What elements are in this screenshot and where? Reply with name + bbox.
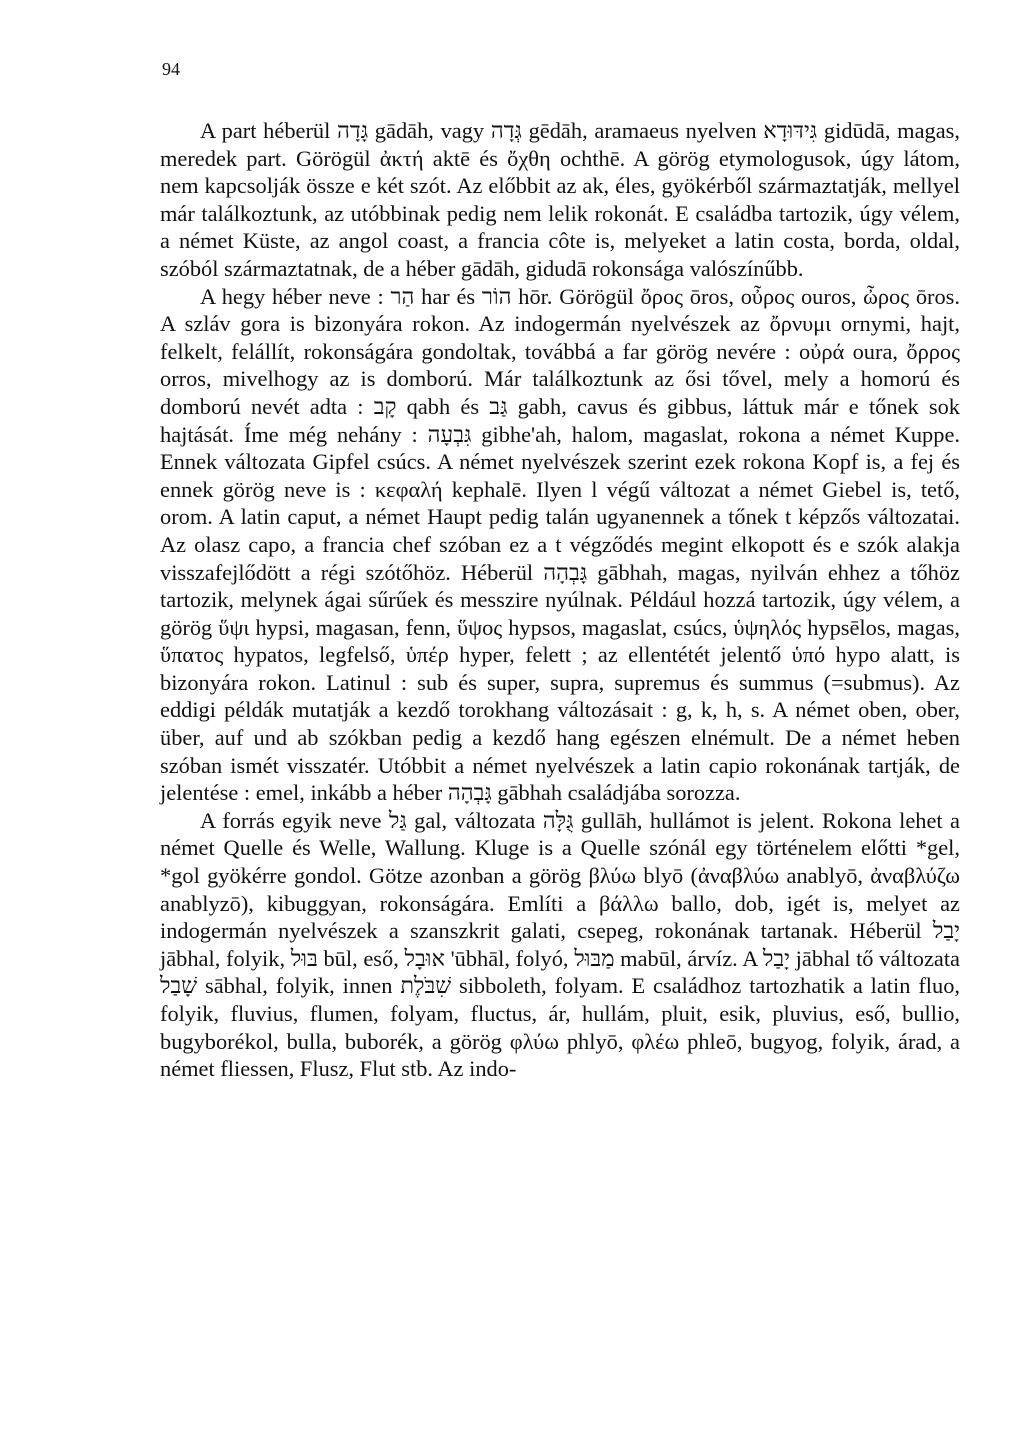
page-number: 94 xyxy=(162,59,180,79)
paragraph-mountain: A hegy héber neve : הַר har és הוֹר hōr. Görögül ὄρος ōros, οὖρος ouros, ὦρος ōros. A szláv gora is bizonyára rokon. Az indogermán nyelvészek az ὄρνυμι ornymi, hajt, felkelt, felállít, rokonságára gondoltak, továbbá a far görög nevére : οὐρά oura, ὄρρος orros, mivelhogy az is domború. Már találkoztunk az ősi tővel, mely a homorú és domború nevét adta : קָב qabh és גַּב gabh, cavus és gibbus, láttuk már e tőnek sok hajtását. Íme még nehány : גִּבְעָה gibhe'ah, halom, magaslat, rokona a német Kuppe. Ennek változata Gipfel csúcs. A német nyelvészek szerint ezek rokona Kopf is, a fej és ennek görög neve is : κεφαλή kephalē. Ilyen l végű változat a német Giebel is, tető, orom. A latin caput, a német Haupt pedig talán ugyanennek a tőnek t képzős változatai. Az olasz capo, a francia chef szóban ez a t végződés megint elkopott és e szók alakja visszafejlődött a régi szótőhöz. Héberül גָּבְהָה gābhah, magas, nyilván ehhez a tőhöz tartozik, melynek ágai sűrűek és messzire nyúlnak. Például hozzá tartozik, úgy vélem, a görög ὕψι hypsi, magasan, fenn, ὕψος hypsos, magaslat, csúcs, ὑψηλός hypsēlos, magas, ὕπατος hypatos, legfelső, ὑπέρ hyper, felett ; az ellentétét jelentő ὑπό hypo alatt, is bizonyára rokon. Latinul : sub és super, supra, supremus és summus (=submus). Az eddigi példák mutatják a kezdő torokhang változásait : g, k, h, s. A német oben, ober, über, auf und ab szókban pedig a kezdő hang egészen elnémult. De a német heben szóban ismét visszatér. Utóbbit a német nyelvészek a latin capio rokonának tartják, de jelentése : emel, inkább a héber גָּבְהָה gābhah családjába sorozza. xyxy=(160,283,960,806)
paragraph-hill-shore: A part héberül גָּדָה gādāh, vagy גְּדָה gēdāh, aramaeus nyelven גִּידּוּדָא gidūdā, magas, meredek part. Görögül ἀκτή aktē és ὄχθη ochthē. A görög etymologusok, úgy látom, nem kapcsolják össze e két szót. Az előbbit az ak, éles, gyökérből származtatják, mellyel már találkoztunk, az utóbbinak pedig nem lelik rokonát. E családba tartozik, úgy vélem, a német Küste, az angol coast, a francia côte is, melyeket a latin costa, borda, oldal, szóból származtatnak, de a héber gādāh, gidudā rokonsága valószínűbb. xyxy=(160,118,960,281)
body-text xyxy=(160,117,960,1083)
paragraph-spring: A forrás egyik neve גַּל gal, változata גֻּלָּה gullāh, hullámot is jelent. Rokona lehet a német Quelle és Welle, Wallung. Kluge is a Quelle szónál egy történelem előtti *gel, *gol gyökérre gondol. Götze azonban a görög βλύω blyō (ἀναβλύω anablyō, ἀναβλύζω anablyzō), kibuggyan, rokonságára. Említi a βάλλω ballo, dob, igét is, melyet az indogermán nyelvészek a szanszkrit galati, csepeg, rokonának tartanak. Héberül יָבַל jābhal, folyik, בּוּל būl, eső, אוּבָל 'ūbhāl, folyó, מַבּוּל mabūl, árvíz. A יָבַל jābhal tő változata שָׁבַל sābhal, folyik, innen שִׁבֹּלֶת sibboleth, folyam. E családhoz tartozhatik a latin fluo, folyik, fluvius, flumen, folyam, fluctus, ár, hullám, pluit, esik, pluvius, eső, bullio, bugyborékol, bulla, buborék, a görög φλύω phlyō, φλέω phleō, bugyog, folyik, árad, a német fliessen, Flusz, Flut stb. Az indo- xyxy=(160,807,960,1082)
